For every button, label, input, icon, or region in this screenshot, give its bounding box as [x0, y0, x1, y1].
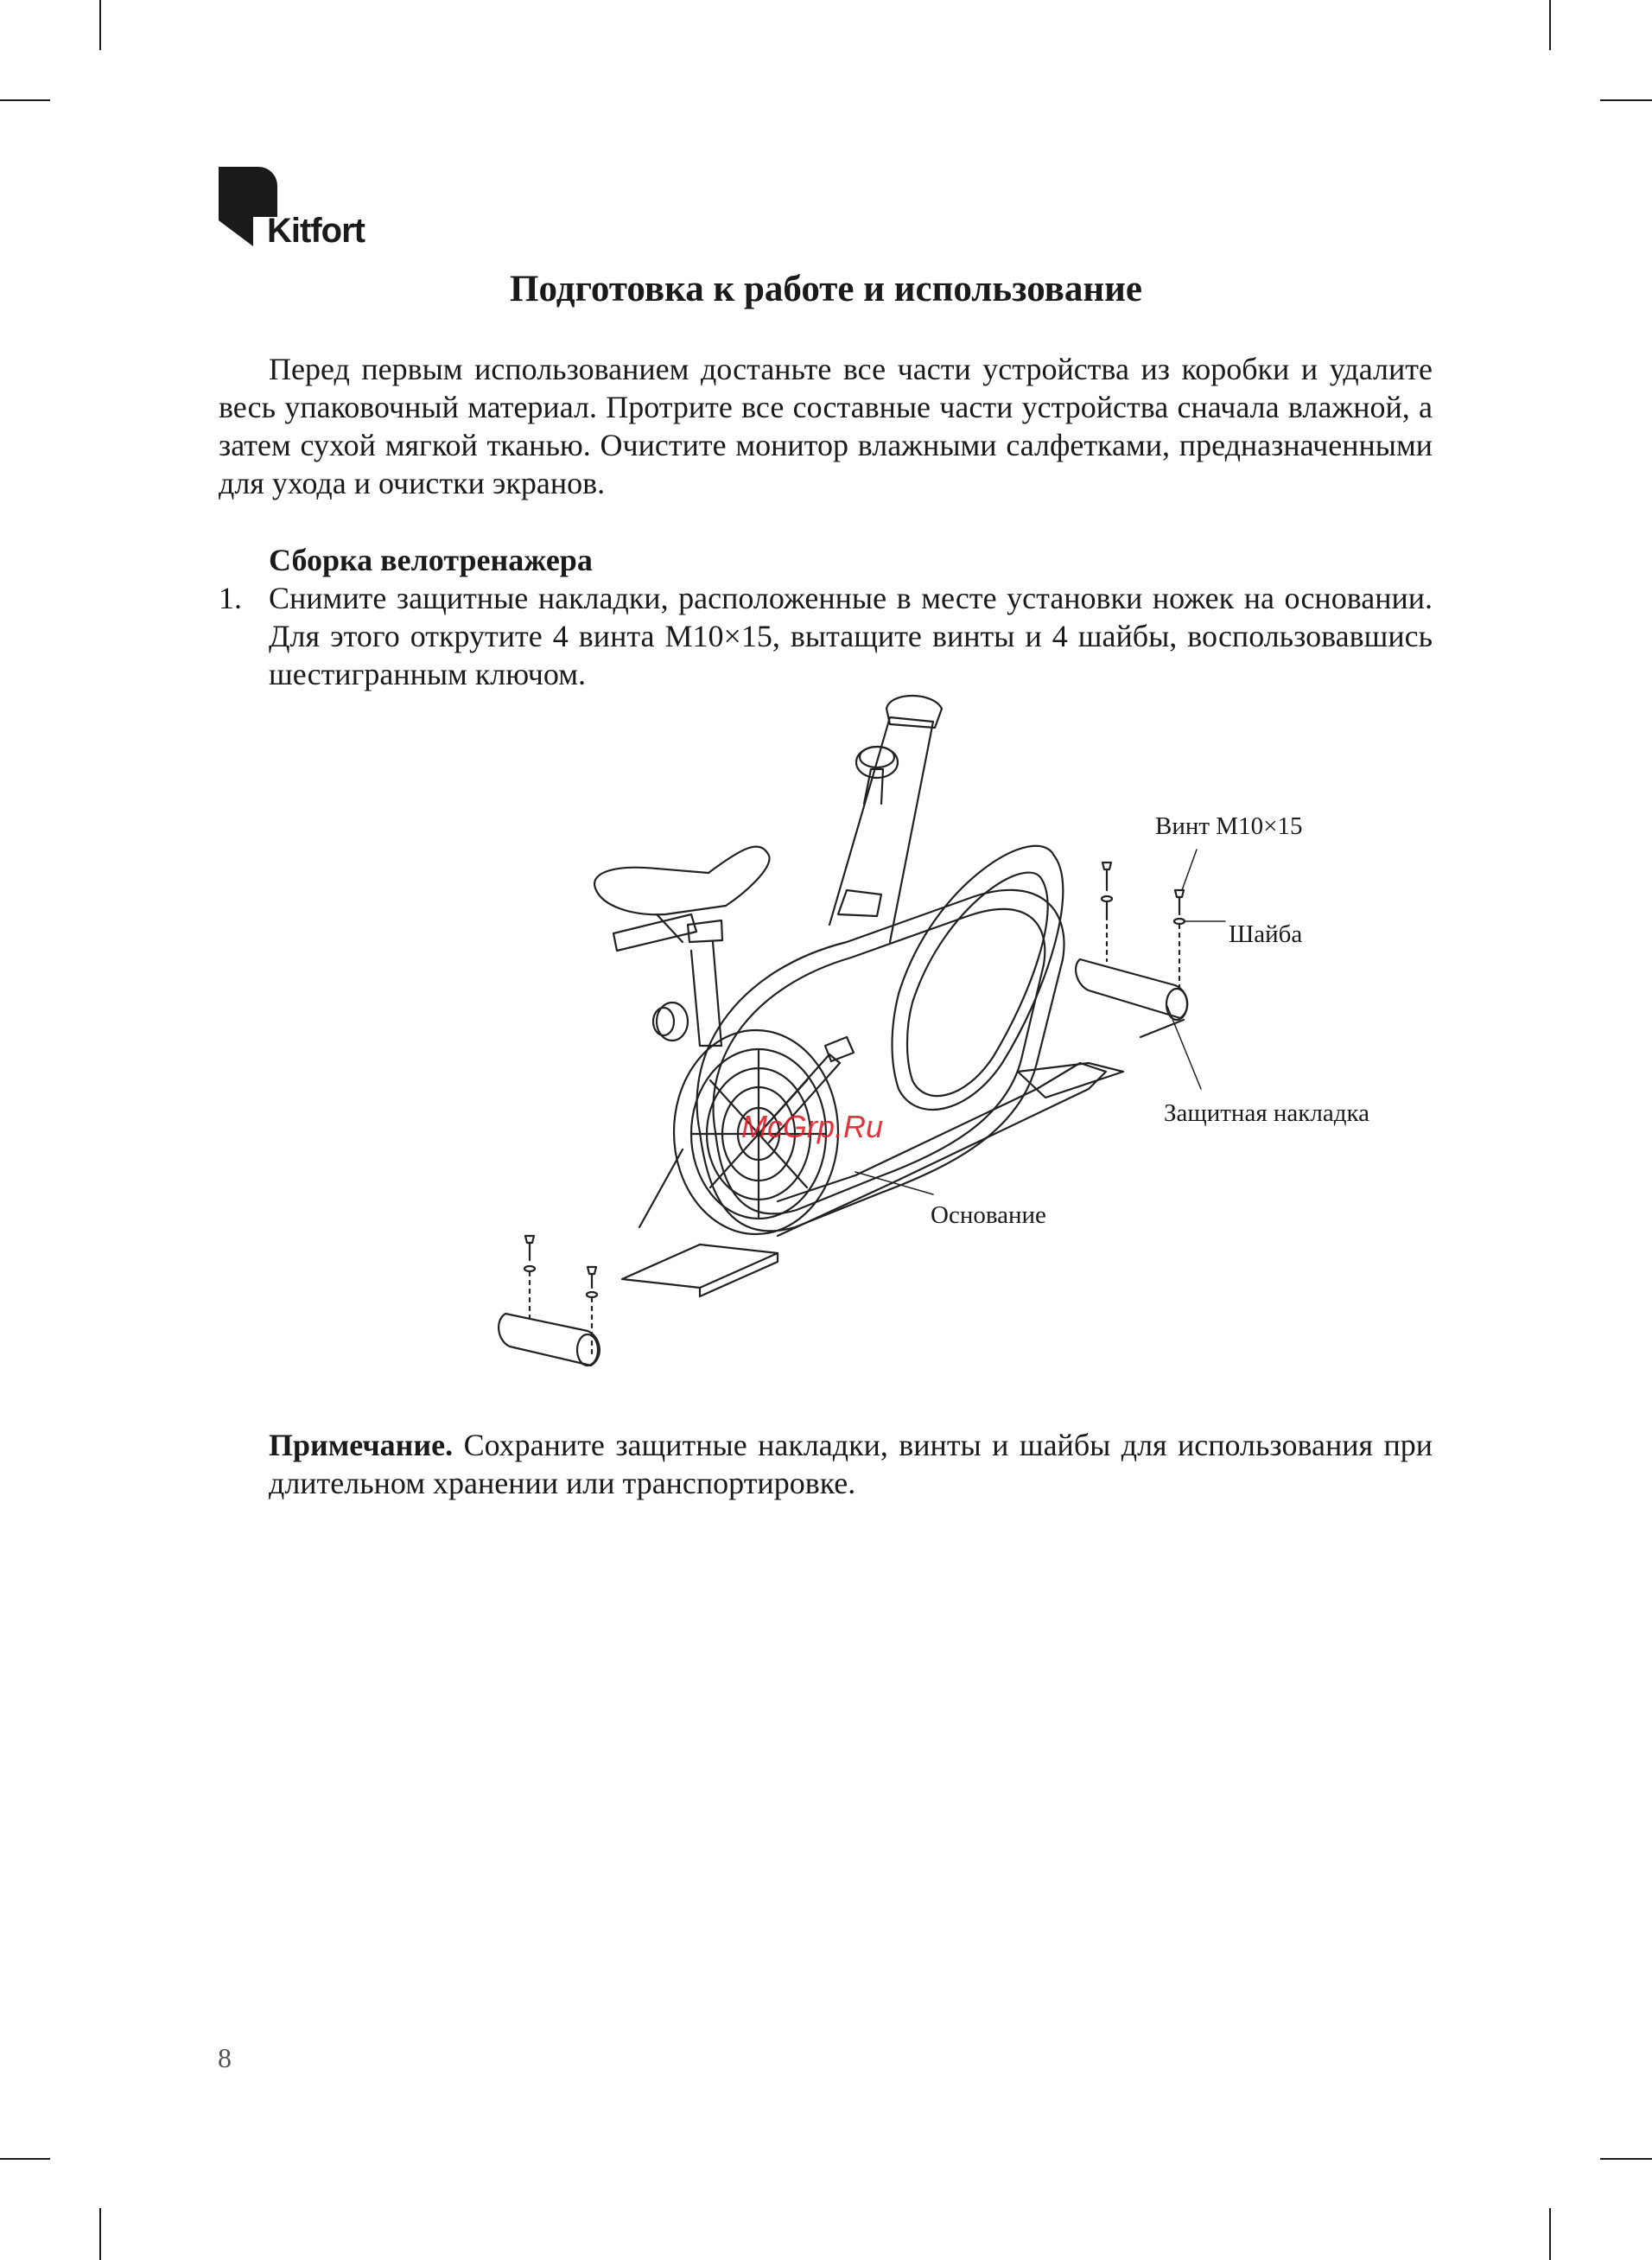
crop-mark [99, 2208, 101, 2260]
page-number: 8 [218, 2042, 232, 2073]
note-paragraph [269, 1426, 1433, 1502]
exercise-bike-diagram [484, 683, 1434, 1422]
assembly-heading: Сборка велотренажера [269, 543, 593, 577]
label-screw: Винт М10×15 [1155, 812, 1303, 840]
crop-mark [1549, 0, 1551, 50]
step-text: Снимите защитные накладки, расположенные в месте установки ножек на основании. Для этого открутите 4 винта М10×15, вытащите винты и 4 шайбы, воспользовавшись шестигранным ключом. [269, 581, 1433, 691]
section-title: Подготовка к работе и использование [510, 269, 1142, 309]
note-label: Примечание. [269, 1428, 454, 1462]
crop-mark [1600, 99, 1652, 101]
crop-mark [1600, 2158, 1652, 2160]
note-text: Сохраните защитные накладки, винты и шайбы для использования при длительном хранении или транспортировке. [269, 1428, 1433, 1500]
label-cover: Защитная накладка [1164, 1099, 1370, 1127]
watermark: McGrp.Ru [741, 1109, 884, 1144]
crop-mark [1549, 2208, 1551, 2260]
crop-mark [0, 99, 50, 101]
bike-drawing [484, 683, 1434, 1417]
crop-mark [99, 0, 101, 50]
step-number: 1. [219, 581, 242, 615]
intro-paragraph: Перед первым использованием достаньте все части устройства из коробки и удалите весь упаковочный материал. Протрите все составные части устройства сначала влажной, а затем сухой мягкой тканью. Очистите монитор влажными салфетками, предназначенными для ухода и очистки экранов. [219, 352, 1433, 500]
label-base: Основание [931, 1201, 1046, 1229]
brand-name: Kitfort [267, 212, 365, 250]
crop-mark [0, 2158, 50, 2160]
label-washer: Шайба [1229, 920, 1303, 948]
